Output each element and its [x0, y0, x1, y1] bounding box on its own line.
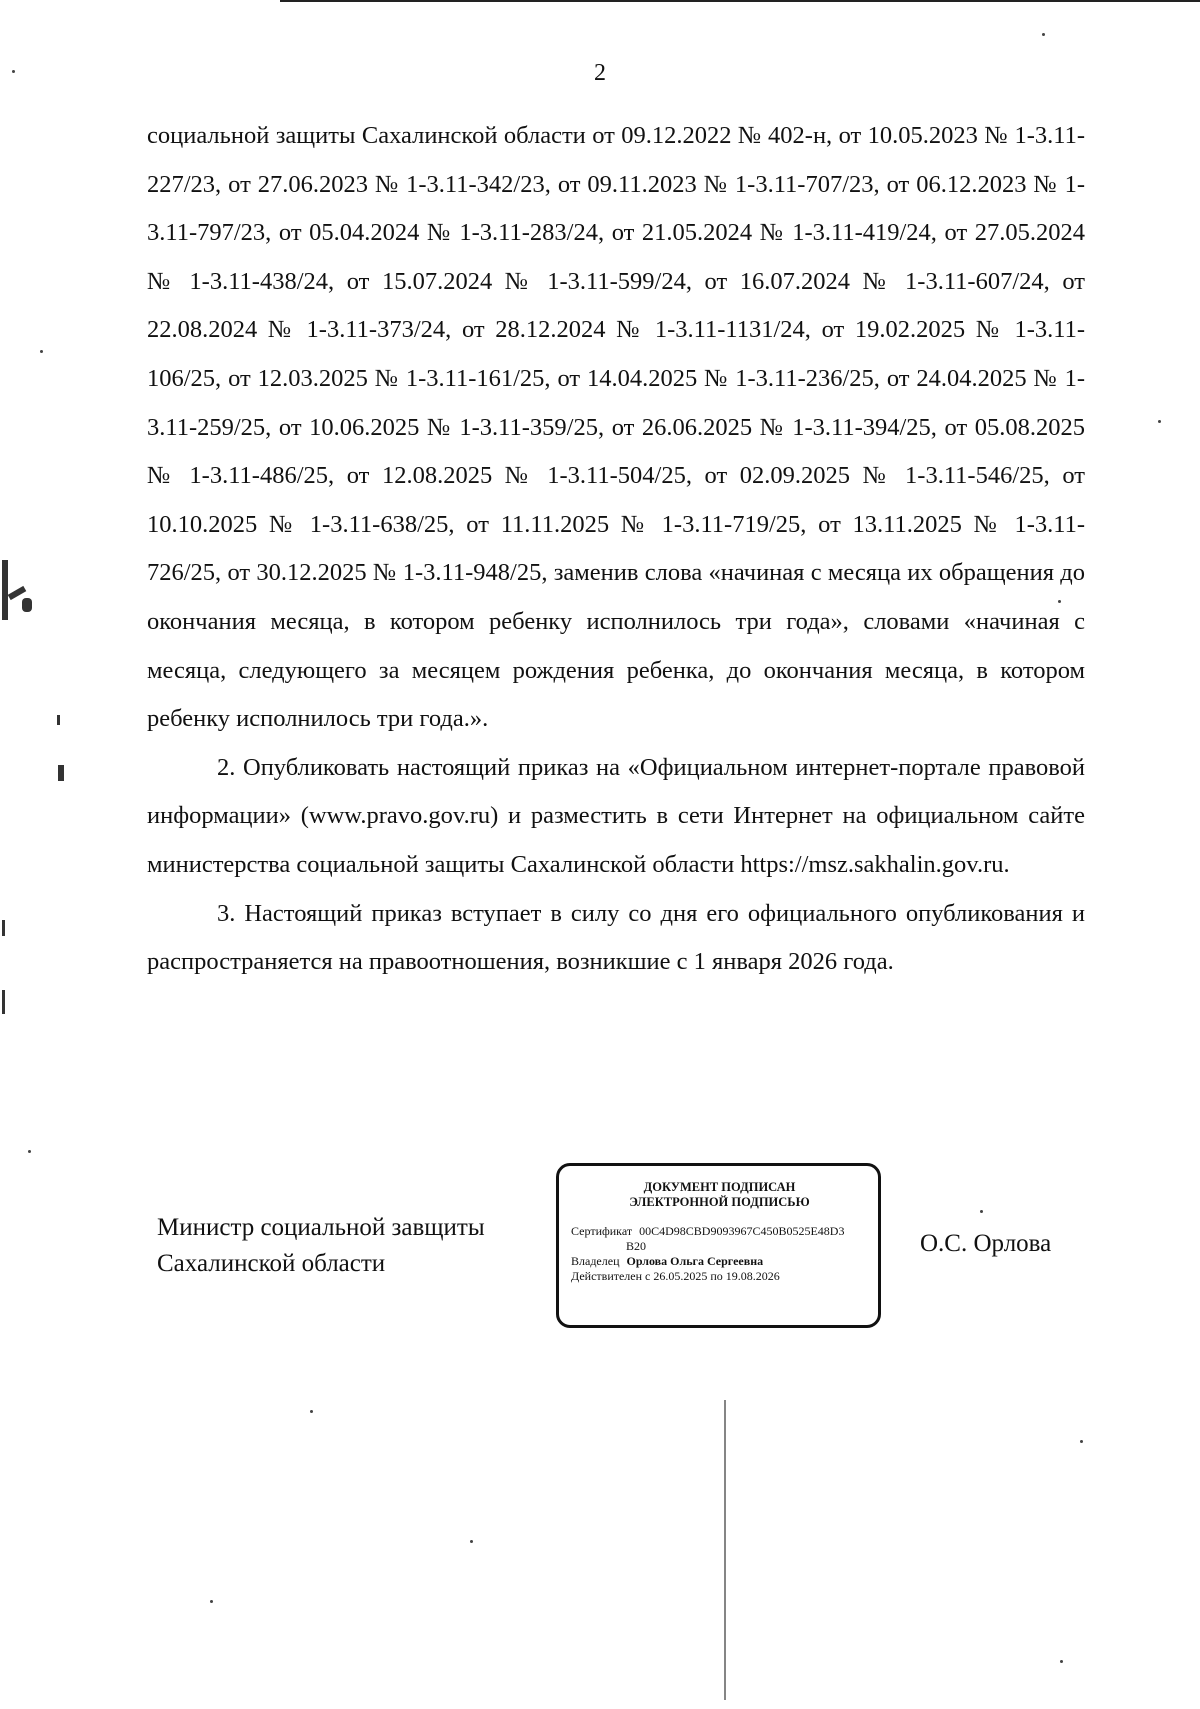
scan-speck — [470, 1540, 473, 1543]
scan-artifact-left-6 — [2, 920, 5, 936]
scan-artifact-left-5 — [58, 765, 64, 781]
scan-speck — [1058, 600, 1061, 603]
certificate-value-continuation: B20 — [626, 1239, 647, 1253]
owner-label: Владелец — [571, 1254, 620, 1268]
scan-speck — [1060, 1660, 1063, 1663]
signatory-name: О.С. Орлова — [920, 1230, 1052, 1257]
scan-speck — [980, 1210, 983, 1213]
scan-artifact-vertical-rule — [724, 1400, 726, 1700]
signatory-position — [157, 1210, 537, 1282]
scan-artifact-left-4 — [57, 715, 60, 725]
owner-value: Орлова Ольга Сергеевна — [626, 1254, 764, 1268]
page-number: 2 — [594, 60, 606, 86]
scan-artifact-left-1 — [2, 560, 8, 620]
scan-speck — [1158, 420, 1161, 423]
signatory-position-line2: Сахалинской области — [157, 1250, 386, 1277]
signatory-position-line1: Министр социальной завщиты — [157, 1214, 485, 1241]
stamp-validity-row: Действителен с 26.05.2025 по 19.08.2026 — [571, 1269, 780, 1283]
item-3-entry-into-force: 3. Настоящий приказ вступает в силу со дня его официального опубликования и распространяется на правоотношения, возникшие с 1 января 2026 года. — [147, 899, 1085, 976]
stamp-owner-row — [571, 1254, 868, 1269]
scan-top-rule — [280, 0, 1200, 2]
certificate-label: Сертификат — [571, 1224, 633, 1238]
stamp-heading-line2: ЭЛЕКТРОННОЙ ПОДПИСЬЮ — [629, 1195, 810, 1209]
certificate-value: 00C4D98CBD9093967C450B0525E48D3 — [639, 1224, 845, 1238]
scan-speck — [310, 1410, 313, 1413]
electronic-signature-stamp — [556, 1163, 881, 1328]
scan-speck — [28, 1150, 31, 1153]
stamp-heading — [571, 1180, 868, 1210]
paragraph-continuation: социальной защиты Сахалинской области от 09.12.2022 № 402-н, от 10.05.2023 № 1-3.11-227/23, от 27.06.2023 № 1-3.11-342/23, от 09.11.2023 № 1-3.11-707/23, от 06.12.2023 № 1-3.11-797/23, от 05.04.2024 № 1-3.11-283/24, от 21.05.2024 № 1-3.11-419/24, от 27.05.2024 № 1-3.11-438/24, от 15.07.2024 № 1-3.11-599/24, от 16.07.2024 № 1-3.11-607/24, от 22.08.2024 № 1-3.11-373/24, от 28.12.2024 № 1-3.11-1131/24, от 19.02.2025 № 1-3.11-106/25, от 12.03.2025 № 1-3.11-161/25, от 14.04.2025 № 1-3.11-236/25, от 24.04.2025 № 1-3.11-259/25, от 10.06.2025 № 1-3.11-359/25, от 26.06.2025 № 1-3.11-394/25, от 05.08.2025 № 1-3.11-486/25, от 12.08.2025 № 1-3.11-504/25, от 02.09.2025 № 1-3.11-546/25, от 10.10.2025 № 1-3.11-638/25, от 11.11.2025 № 1-3.11-719/25, от 13.11.2025 № 1-3.11-726/25, от 30.12.2025 № 1-3.11-948/25, заменив слова «начиная с месяца их обращения до окончания месяца, в котором ребенку исполнилось три года», словами «начиная с месяца, следующего за месяцем рождения ребенка, до окончания месяца, в котором ребенку исполнилось три года.». — [147, 122, 1085, 733]
scan-artifact-left-7 — [2, 990, 5, 1014]
item-2-publication: 2. Опубликовать настоящий приказ на «Официальном интернет-портале правовой информации» (www.pravo.gov.ru) и разместить в сети Интернет на официальном сайте министерства социальной защиты Сахалинской области https://msz.sakhalin.gov.ru. — [147, 753, 1085, 878]
stamp-heading-line1: ДОКУМЕНТ ПОДПИСАН — [643, 1180, 796, 1194]
scan-speck — [12, 70, 15, 73]
scan-speck — [210, 1600, 213, 1603]
stamp-certificate-row — [571, 1224, 868, 1239]
scan-speck — [40, 350, 43, 353]
document-body — [147, 112, 1085, 987]
scan-speck — [1080, 1440, 1083, 1443]
scan-speck — [1042, 33, 1045, 36]
scan-artifact-left-3 — [22, 598, 32, 612]
